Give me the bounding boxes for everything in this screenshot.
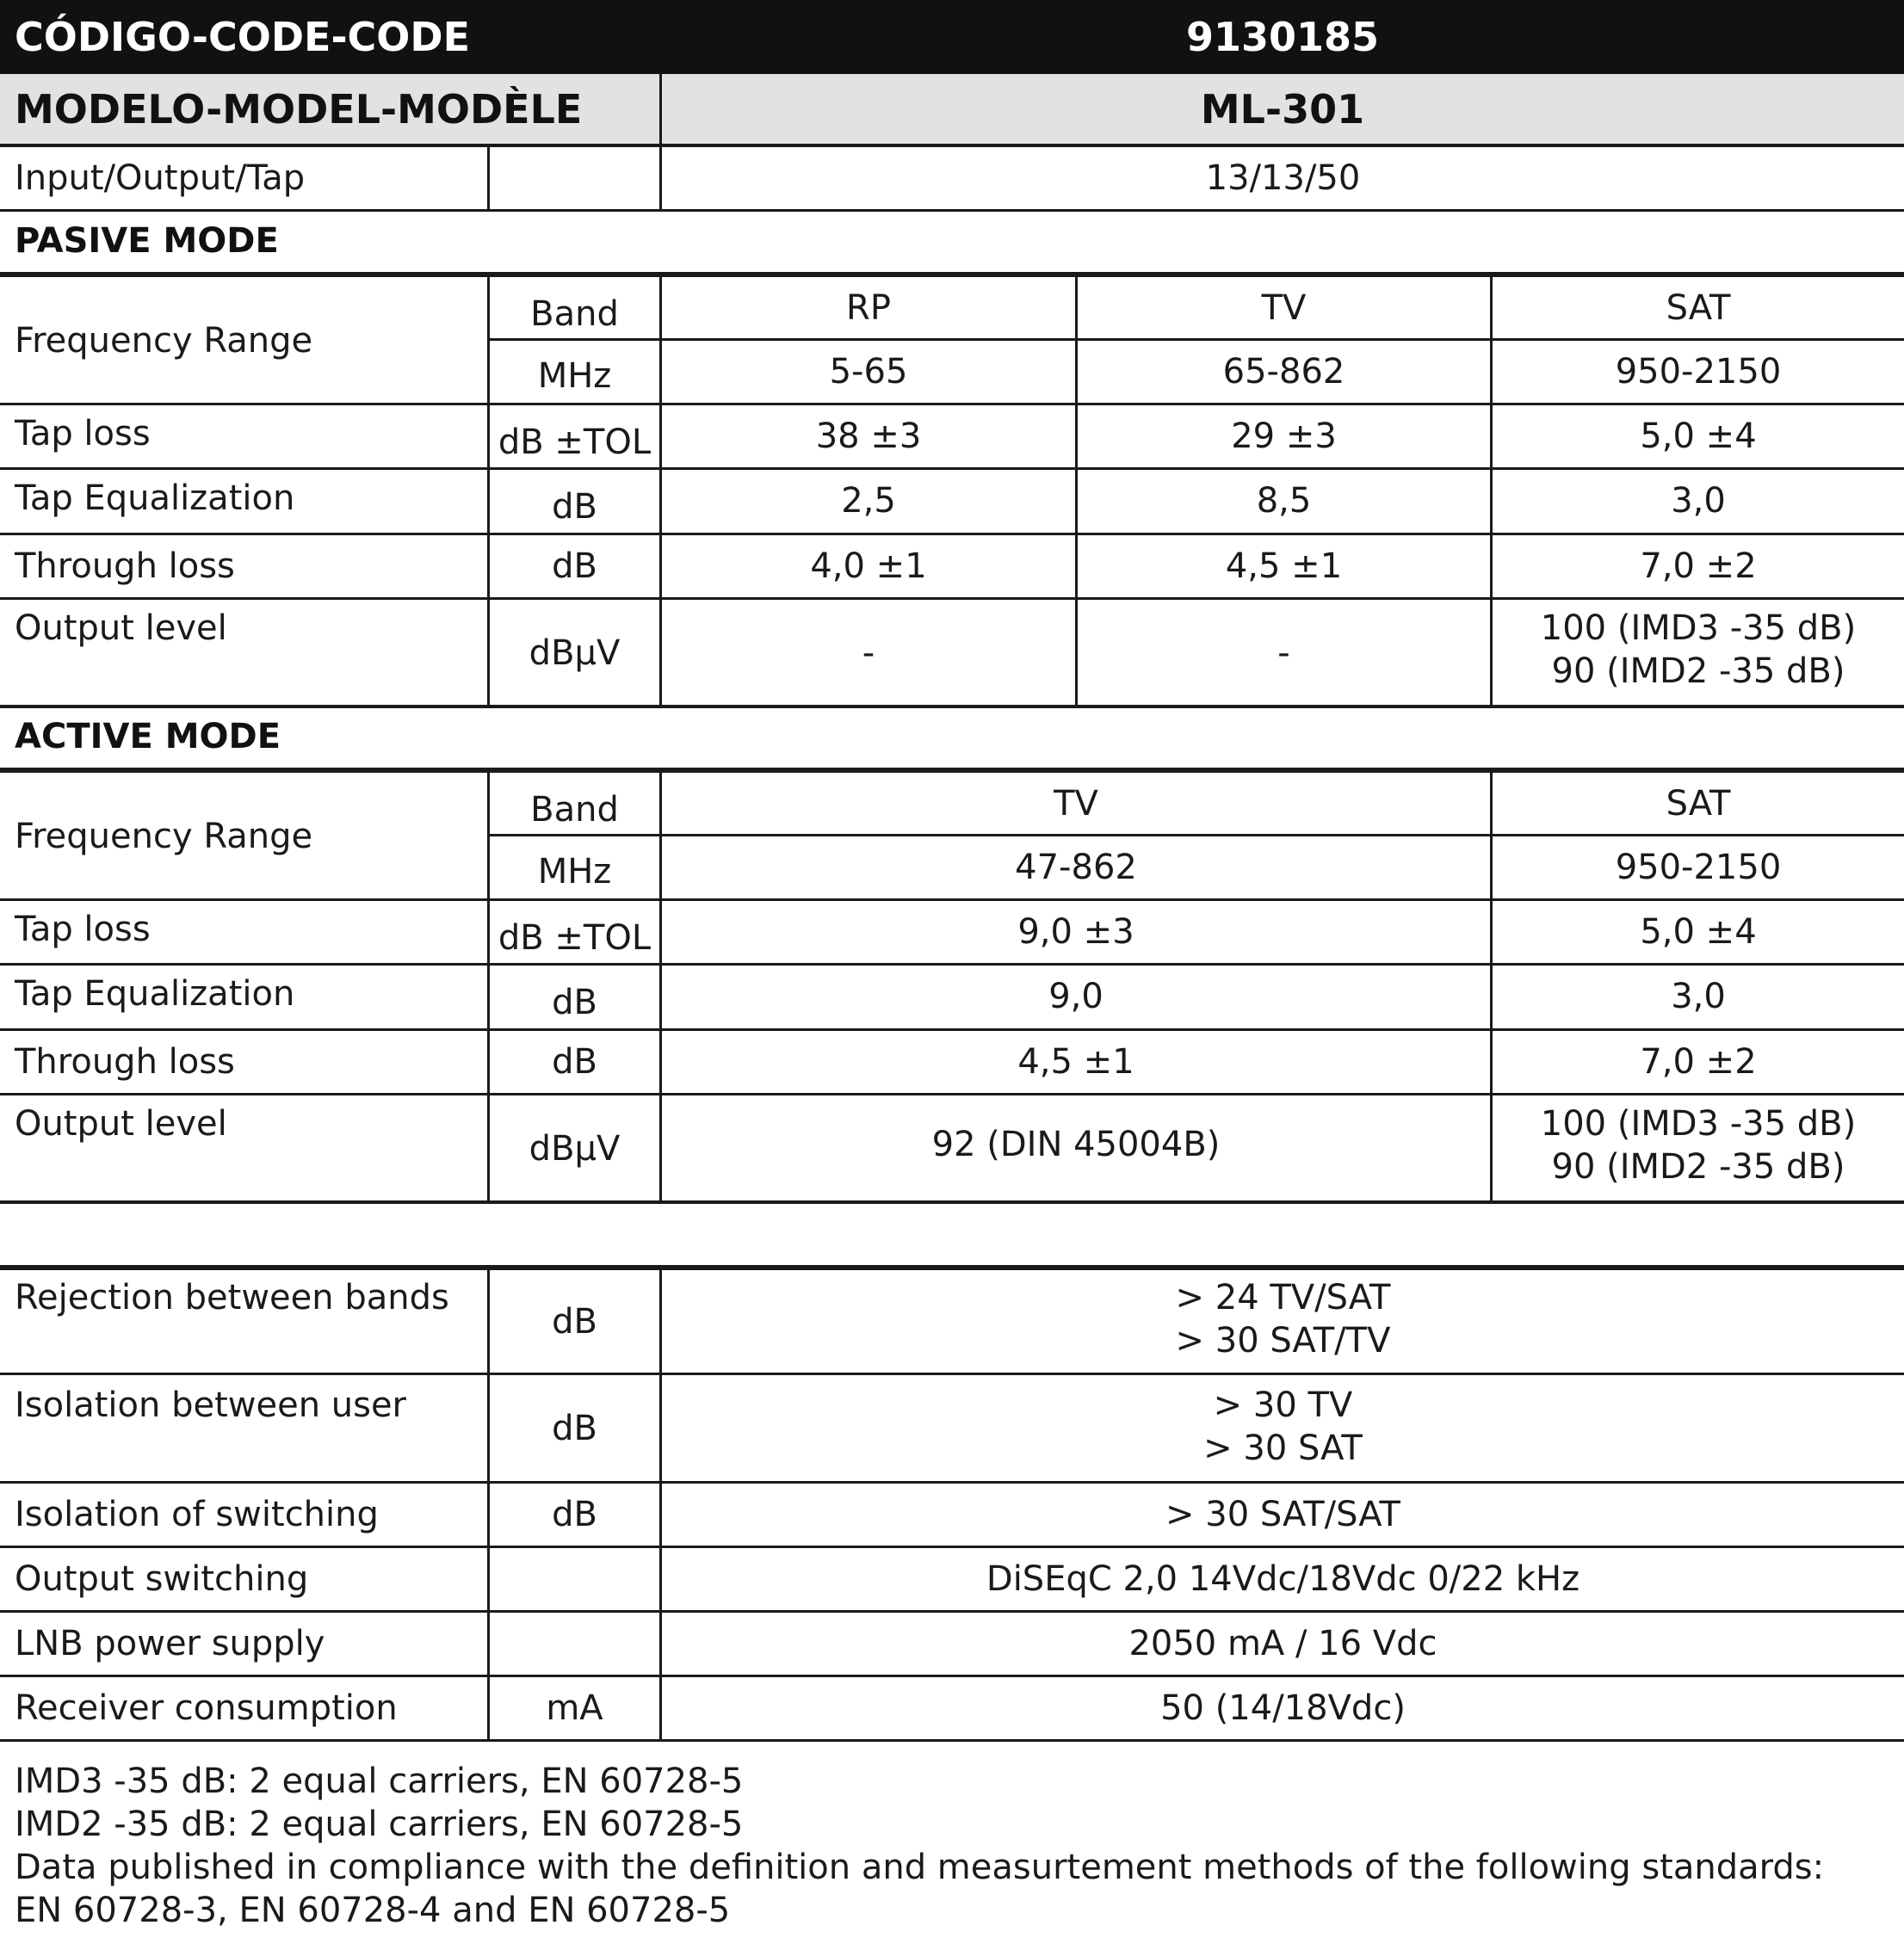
passive-band-tv: TV (1261, 288, 1307, 328)
passive-row-unit: dB (552, 487, 597, 527)
general-row-unit: dB (552, 1302, 597, 1342)
col-divider (1075, 277, 1078, 705)
col-divider (659, 277, 662, 705)
active-freq-label: Frequency Range (15, 817, 313, 856)
active-value: 3,0 (1671, 977, 1726, 1016)
passive-row-label: Tap Equalization (15, 478, 295, 518)
active-band-sat: SAT (1666, 784, 1731, 824)
passive-row-label: Tap loss (15, 414, 151, 454)
general-row-label: Isolation between user (15, 1385, 406, 1425)
passive-output-sat-1: 100 (IMD3 -35 dB) (1540, 608, 1857, 648)
active-output-unit: dBμV (529, 1129, 621, 1169)
io-value: 13/13/50 (1205, 158, 1361, 198)
general-value-1: DiSEqC 2,0 14Vdc/18Vdc 0/22 kHz (986, 1559, 1580, 1599)
active-value: 7,0 ±2 (1640, 1042, 1757, 1082)
col-divider (659, 1270, 662, 1739)
col-divider (487, 1270, 490, 1739)
code-value: 9130185 (1185, 14, 1380, 60)
passive-value: 8,5 (1256, 481, 1312, 521)
passive-output-label: Output level (15, 608, 227, 648)
general-value-1: 50 (14/18Vdc) (1160, 1688, 1406, 1728)
passive-range-tv: 65-862 (1222, 352, 1345, 392)
active-row-unit: dB (552, 983, 597, 1022)
passive-row-unit: dB (552, 546, 597, 586)
general-value-2: > 30 SAT/TV (1175, 1321, 1391, 1361)
model-value: ML-301 (1200, 86, 1365, 133)
passive-value: 3,0 (1671, 481, 1726, 521)
general-row-unit: dB (552, 1495, 597, 1534)
passive-band-rp: RP (846, 288, 891, 328)
active-row-unit: dB ±TOL (498, 918, 652, 958)
active-row-label: Tap Equalization (15, 974, 295, 1014)
general-row-label: LNB power supply (15, 1624, 325, 1663)
col-divider (487, 277, 490, 705)
rule (0, 209, 1904, 212)
col-divider (659, 147, 662, 209)
general-row-label: Rejection between bands (15, 1278, 449, 1317)
general-row-unit (490, 1613, 659, 1675)
general-value-1: 2050 mA / 16 Vdc (1128, 1624, 1437, 1663)
active-row-label: Tap loss (15, 910, 151, 949)
io-label: Input/Output/Tap (15, 158, 306, 198)
passive-freq-label: Frequency Range (15, 321, 313, 361)
passive-value: 29 ±3 (1231, 417, 1337, 456)
active-output-sat-1: 100 (IMD3 -35 dB) (1540, 1104, 1857, 1144)
footnote-line: EN 60728-3, EN 60728-4 and EN 60728-5 (15, 1891, 731, 1930)
passive-row-unit: dB ±TOL (498, 423, 652, 462)
header-divider (659, 74, 662, 145)
section-rule (0, 1265, 1904, 1270)
general-value-1: > 30 SAT/SAT (1165, 1495, 1400, 1534)
passive-range-sat: 950-2150 (1615, 352, 1782, 392)
passive-output-unit: dBμV (529, 633, 621, 673)
col-divider (487, 773, 490, 1200)
col-divider (659, 773, 662, 1200)
active-output-label: Output level (15, 1104, 227, 1144)
active-row-unit: dB (552, 1042, 597, 1082)
rule (0, 705, 1904, 708)
rule (0, 1373, 1904, 1375)
passive-value: 4,0 ±1 (810, 546, 927, 586)
general-row-unit: dB (552, 1409, 597, 1448)
rule (0, 1200, 1904, 1204)
active-band-unit: Band (530, 790, 619, 830)
passive-value: 7,0 ±2 (1640, 546, 1757, 586)
footnote-line: IMD2 -35 dB: 2 equal carriers, EN 60728-5 (15, 1805, 744, 1844)
passive-value: 4,5 ±1 (1225, 546, 1343, 586)
active-value: 4,5 ±1 (1017, 1042, 1134, 1082)
col-divider (1490, 277, 1493, 705)
active-value: 9,0 ±3 (1017, 912, 1134, 952)
active-output-tv: 92 (DIN 45004B) (931, 1125, 1221, 1164)
active-output-sat-2: 90 (IMD2 -35 dB) (1551, 1147, 1845, 1187)
col-divider (487, 147, 490, 209)
general-value-1: > 30 TV (1213, 1385, 1353, 1425)
passive-value: 5,0 ±4 (1640, 417, 1757, 456)
passive-row-label: Through loss (15, 546, 235, 586)
footnote-line: IMD3 -35 dB: 2 equal carriers, EN 60728-5 (15, 1762, 744, 1801)
passive-value: 2,5 (841, 481, 896, 521)
passive-output-rp: - (862, 633, 875, 673)
passive-band-sat: SAT (1666, 288, 1731, 328)
general-value-2: > 30 SAT (1203, 1429, 1363, 1468)
general-row-unit (490, 1548, 659, 1610)
footnote-line: Data published in compliance with the definition and measurtement methods of the following standards: (15, 1848, 1825, 1887)
footnotes (15, 1760, 1824, 1932)
active-band-tv: TV (1054, 784, 1098, 824)
code-label: CÓDIGO-CODE-CODE (15, 14, 470, 60)
general-row-label: Receiver consumption (15, 1688, 398, 1728)
general-row-label: Isolation of switching (15, 1495, 379, 1534)
active-value: 5,0 ±4 (1640, 912, 1757, 952)
general-row-label: Output switching (15, 1559, 309, 1599)
passive-mhz-unit: MHz (537, 356, 612, 396)
col-divider (1490, 773, 1493, 1200)
model-label: MODELO-MODEL-MODÈLE (15, 86, 583, 133)
active-range-tv: 47-862 (1015, 848, 1137, 887)
active-mode-title: ACTIVE MODE (15, 717, 281, 756)
general-row-unit: mA (546, 1688, 603, 1728)
active-value: 9,0 (1048, 977, 1103, 1016)
passive-mode-title: PASIVE MODE (15, 221, 279, 261)
rule (0, 1739, 1904, 1742)
active-row-label: Through loss (15, 1042, 235, 1082)
passive-output-tv: - (1277, 633, 1290, 673)
passive-output-sat-2: 90 (IMD2 -35 dB) (1551, 651, 1845, 691)
passive-band-unit: Band (530, 294, 619, 334)
active-range-sat: 950-2150 (1615, 848, 1782, 887)
general-value-1: > 24 TV/SAT (1175, 1278, 1391, 1317)
active-mhz-unit: MHz (537, 852, 612, 892)
passive-range-rp: 5-65 (829, 352, 908, 392)
passive-value: 38 ±3 (815, 417, 922, 456)
